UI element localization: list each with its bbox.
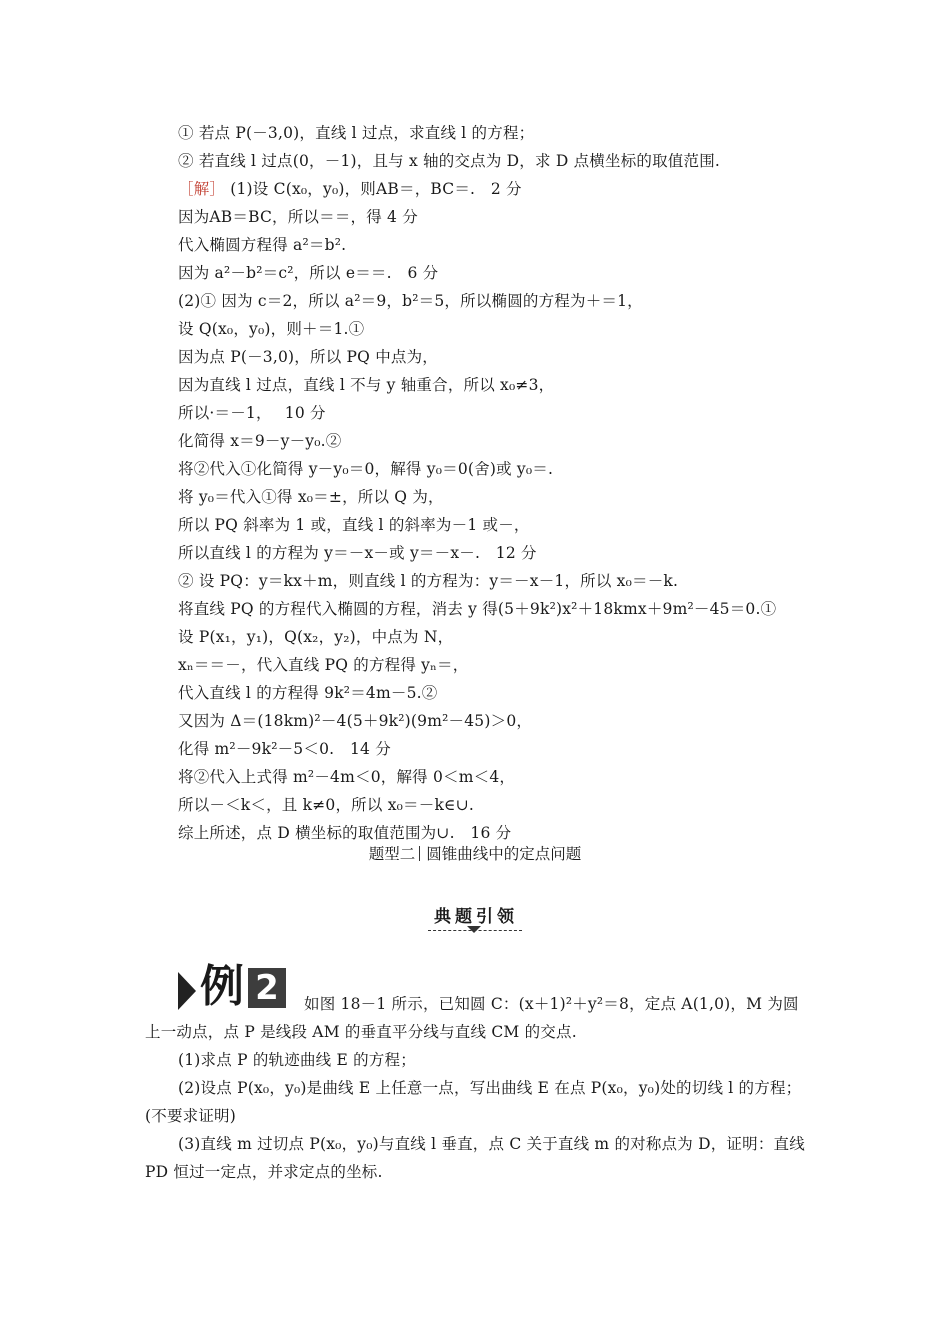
text-line: 将②代入①化简得 y－y₀＝0，解得 y₀＝0(舍)或 y₀＝. xyxy=(178,460,554,478)
text-line: 设 Q(x₀，y₀)，则＋＝1.① xyxy=(178,320,365,338)
question-2-continued: (不要求证明) xyxy=(145,1107,236,1125)
question-2: (2)设点 P(x₀，y₀)是曲线 E 上任意一点，写出曲线 E 在点 P(x₀，y₀)处的切线 l 的方程； xyxy=(178,1079,802,1097)
text-line: ② 若直线 l 过点(0，－1)，且与 x 轴的交点为 D，求 D 点横坐标的取值范围. xyxy=(178,152,721,170)
text-line: 又因为 Δ＝(18km)²－4(5＋9k²)(9m²－45)＞0， xyxy=(178,712,533,730)
text-line: 将 y₀＝代入①得 x₀＝±，所以 Q 为， xyxy=(178,488,444,506)
text-line: 将②代入上式得 m²－4m＜0，解得 0＜m＜4， xyxy=(178,768,516,786)
text-line: 所以直线 l 的方程为 y＝－x－或 y＝－x－. 12 分 xyxy=(178,544,537,562)
text-line: xₙ＝＝－，代入直线 PQ 的方程得 yₙ＝， xyxy=(178,656,469,674)
text-line: 因为点 P(－3,0)，所以 PQ 中点为， xyxy=(178,348,438,366)
example-text: 如图 18－1 所示，已知圆 C：(x＋1)²＋y²＝8，定点 A(1,0)，M 为圆 xyxy=(304,995,799,1013)
text-line: 所以 PQ 斜率为 1 或，直线 l 的斜率为－1 或－， xyxy=(178,516,530,534)
section-heading xyxy=(0,844,950,864)
section-title: 圆锥曲线中的定点问题 xyxy=(426,845,582,863)
text-line: 代入椭圆方程得 a²＝b². xyxy=(178,236,347,254)
question-3-continued: PD 恒过一定点，并求定点的坐标. xyxy=(145,1163,383,1181)
section-divider xyxy=(419,846,420,861)
text-line: 化简得 x＝9－y－y₀.② xyxy=(178,432,342,450)
question-3: (3)直线 m 过切点 P(x₀，y₀)与直线 l 垂直，点 C 关于直线 m 的对称点为 D，证明：直线 xyxy=(178,1135,805,1153)
text-line: 因为直线 l 过点，直线 l 不与 y 轴重合，所以 x₀≠3， xyxy=(178,376,555,394)
text-line: 所以·＝－1， 10 分 xyxy=(178,404,326,422)
text-line: 代入直线 l 的方程得 9k²＝4m－5.② xyxy=(178,684,438,702)
text-line: 因为AB＝BC，所以＝＝，得 4 分 xyxy=(178,208,418,226)
text-line: 将直线 PQ 的方程代入椭圆的方程，消去 y 得(5＋9k²)x²＋18kmx＋9m²－45＝0.① xyxy=(178,600,777,618)
example-label: 例 xyxy=(200,961,244,1012)
text-line: ② 设 PQ：y＝kx＋m，则直线 l 的方程为：y＝－x－1，所以 x₀＝－k. xyxy=(178,572,679,590)
triangle-down-icon xyxy=(467,926,481,933)
section-label: 题型二 xyxy=(368,845,416,863)
example-text: 上一动点，点 P 是线段 AM 的垂直平分线与直线 CM 的交点. xyxy=(145,1023,577,1041)
example-banner xyxy=(0,902,950,931)
solution-tag: ［解］ xyxy=(178,180,226,198)
text-line: ① 若点 P(－3,0)，直线 l 过点，求直线 l 的方程； xyxy=(178,124,535,142)
banner-title: 典题引领 xyxy=(428,902,522,931)
text-line: 综上所述，点 D 横坐标的取值范围为∪. 16 分 xyxy=(178,824,512,842)
text-line-content: (1)设 C(x₀，y₀)，则AB＝，BC＝. 2 分 xyxy=(230,180,522,198)
example-number: 2 xyxy=(248,968,286,1008)
example-badge xyxy=(172,961,288,1012)
text-line xyxy=(178,179,522,199)
text-line: 设 P(x₁，y₁)，Q(x₂，y₂)，中点为 N， xyxy=(178,628,454,646)
play-arrow-icon xyxy=(178,972,196,1010)
text-line: 因为 a²－b²＝c²，所以 e＝＝. 6 分 xyxy=(178,264,439,282)
text-line: 化得 m²－9k²－5＜0. 14 分 xyxy=(178,740,391,758)
question-1: (1)求点 P 的轨迹曲线 E 的方程； xyxy=(178,1051,416,1069)
text-line: (2)① 因为 c＝2，所以 a²＝9，b²＝5，所以椭圆的方程为＋＝1， xyxy=(178,292,643,310)
text-line: 所以－＜k＜，且 k≠0，所以 x₀＝－k∈∪. xyxy=(178,796,475,814)
